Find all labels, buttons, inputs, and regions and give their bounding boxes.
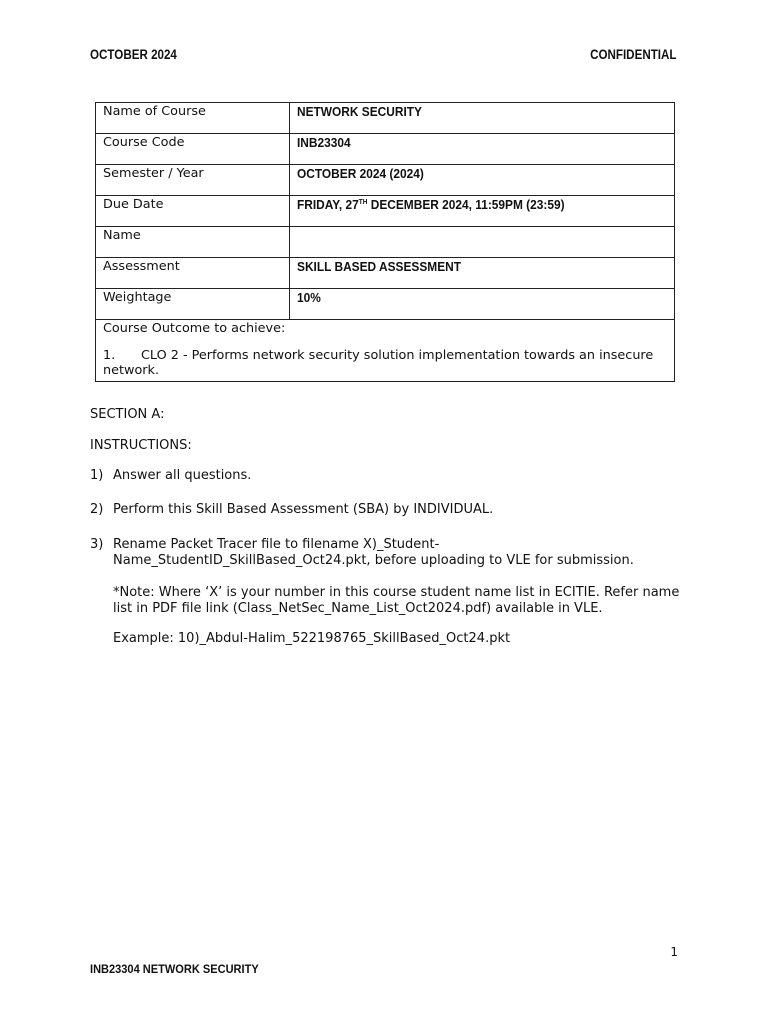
table-row <box>96 320 675 382</box>
row-value: NETWORK SECURITY <box>290 103 675 134</box>
table-row <box>96 289 675 320</box>
course-info-table <box>95 102 675 382</box>
course-outcome-item: 1. CLO 2 - Performs network security solution implementation towards an insecure network. <box>103 348 654 378</box>
list-item: 3) Rename Packet Tracer file to filename X)_Student- Name_StudentID_SkillBased_Oct24.pkt, before uploading to VLE for submission. <box>90 537 634 568</box>
row-value: INB23304 <box>290 134 675 165</box>
header-date: OCTOBER 2024 <box>90 47 177 62</box>
note-text: *Note: Where ‘X’ is your number in this course student name list in ECITIE. Refer name list in PDF file link (Class_NetSec_Name_List_Oct2024.pdf) available in VLE. <box>113 585 680 616</box>
example-text: Example: 10)_Abdul-Halim_522198765_SkillBased_Oct24.pkt <box>113 631 511 646</box>
row-label: Name <box>96 227 290 258</box>
course-outcome-cell <box>96 320 675 382</box>
page-number: 1 <box>670 945 678 959</box>
row-label: Weightage <box>96 289 290 320</box>
footer-text: INB23304 NETWORK SECURITY <box>90 962 259 976</box>
table-row <box>96 258 675 289</box>
row-label: Assessment <box>96 258 290 289</box>
section-title: SECTION A: <box>90 407 165 422</box>
row-value: 10% <box>290 289 675 320</box>
instructions-title: INSTRUCTIONS: <box>90 438 192 453</box>
row-value: SKILL BASED ASSESSMENT <box>290 258 675 289</box>
table-row <box>96 134 675 165</box>
table-row <box>96 196 675 227</box>
course-outcome-label: Course Outcome to achieve: <box>103 321 286 336</box>
row-label: Due Date <box>96 196 290 227</box>
row-label: Course Code <box>96 134 290 165</box>
due-date-value: FRIDAY, 27TH DECEMBER 2024, 11:59PM (23:59) <box>290 196 675 227</box>
list-item: 2) Perform this Skill Based Assessment (SBA) by INDIVIDUAL. <box>90 502 494 517</box>
row-label: Name of Course <box>96 103 290 134</box>
row-value: OCTOBER 2024 (2024) <box>290 165 675 196</box>
table-row <box>96 165 675 196</box>
list-item: 1) Answer all questions. <box>90 468 252 483</box>
table-row <box>96 103 675 134</box>
row-label: Semester / Year <box>96 165 290 196</box>
table-row <box>96 227 675 258</box>
name-value <box>290 227 675 258</box>
header-confidential: CONFIDENTIAL <box>589 47 676 62</box>
